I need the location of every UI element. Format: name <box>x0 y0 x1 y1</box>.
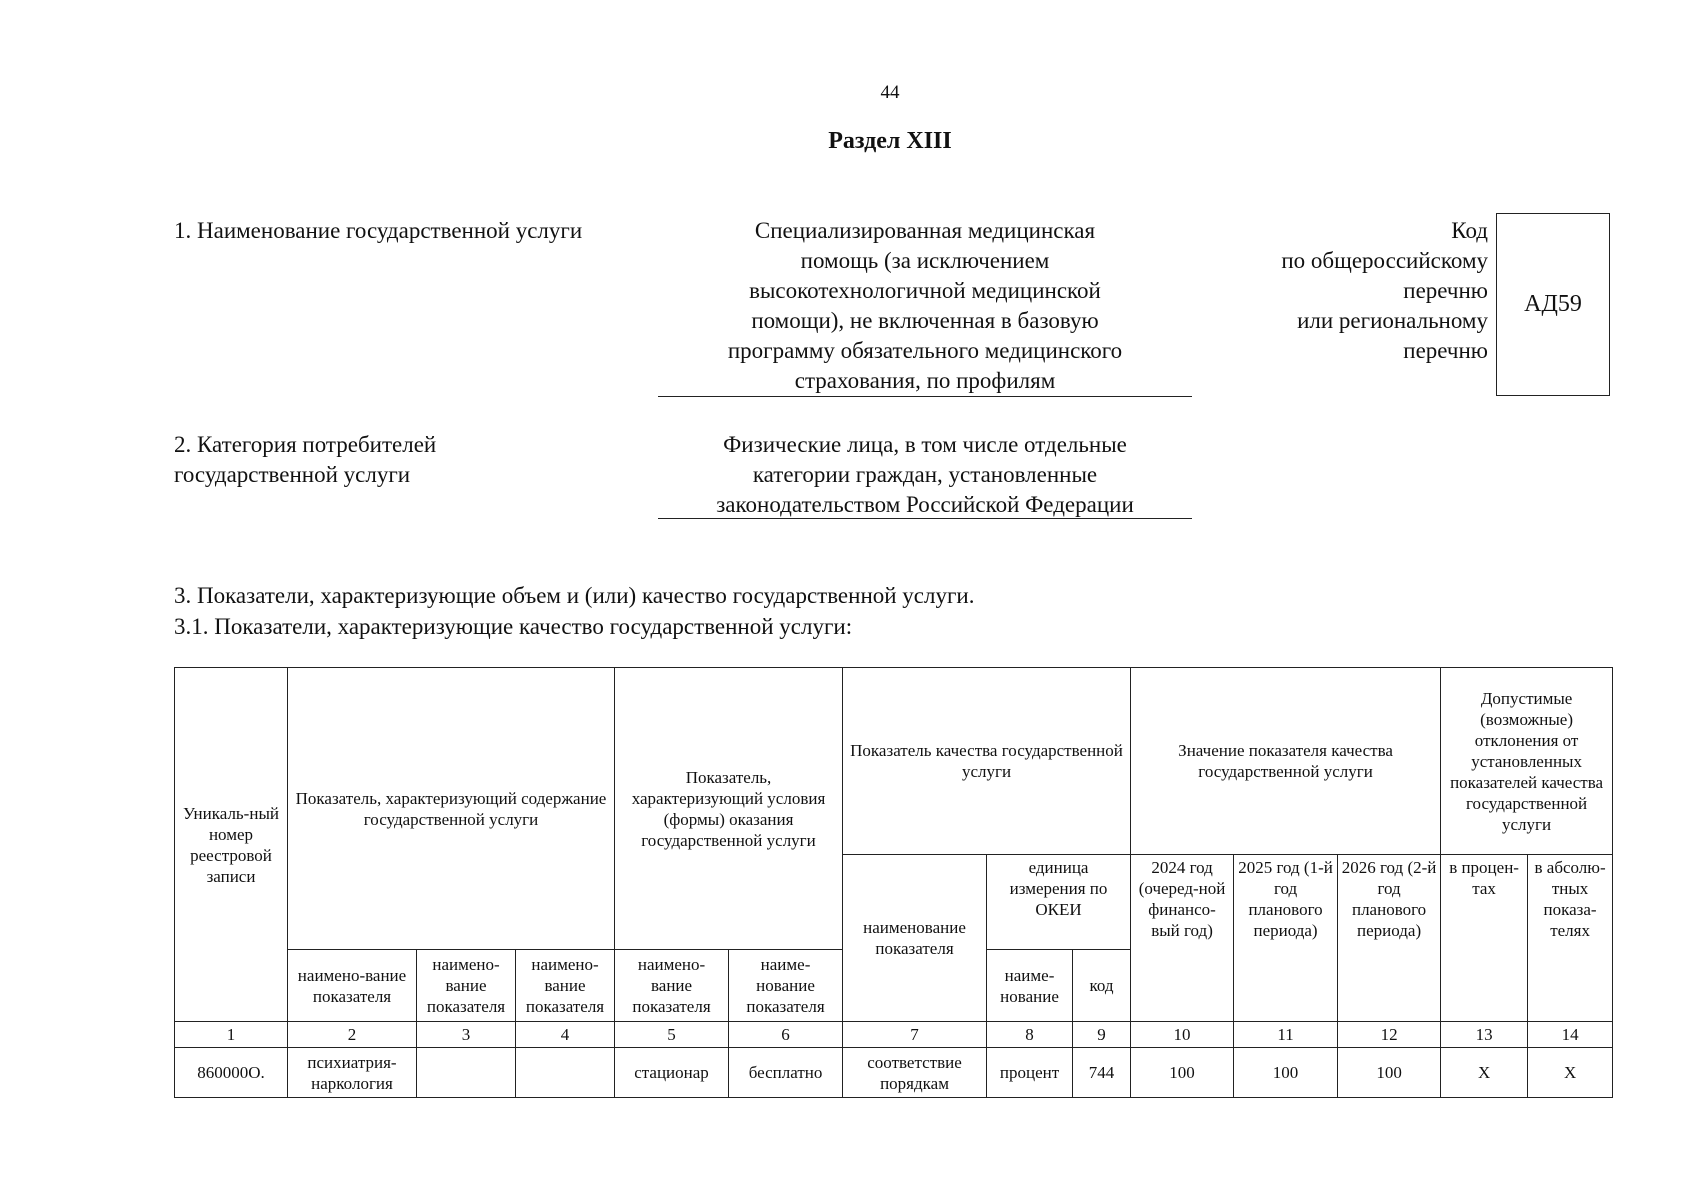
header-unit-okei: единица измерения по ОКЕИ <box>987 855 1131 950</box>
column-number: 6 <box>729 1022 843 1048</box>
header-conditions-name-2: наиме-нование показателя <box>729 950 843 1022</box>
cell-content-name-3 <box>516 1048 615 1098</box>
code-value: АД59 <box>1524 291 1582 317</box>
cell-content-name-1: психиатрия-наркология <box>288 1048 417 1098</box>
service-name-line: программу обязательного медицинского <box>727 338 1123 363</box>
cell-conditions-name-2: бесплатно <box>729 1048 843 1098</box>
quality-indicators-heading: 3.1. Показатели, характеризующие качество государственной услуги: <box>174 614 853 639</box>
column-number-row <box>175 1022 1613 1048</box>
column-number: 8 <box>987 1022 1073 1048</box>
header-content-indicator: Показатель, характеризующий содержание государственной услуги <box>288 668 615 950</box>
service-name-value <box>658 216 1192 396</box>
column-number: 1 <box>175 1022 288 1048</box>
consumer-category-value <box>658 430 1192 520</box>
column-number: 3 <box>417 1022 516 1048</box>
cell-value-2025: 100 <box>1234 1048 1338 1098</box>
column-number: 7 <box>843 1022 987 1048</box>
header-deviation-percent: в процен-тах <box>1441 855 1528 1022</box>
consumer-category-line: Физические лица, в том числе отдельные <box>723 432 1127 457</box>
header-content-name-1: наимено-вание показателя <box>288 950 417 1022</box>
column-number: 9 <box>1073 1022 1131 1048</box>
header-content-name-2: наимено-вание показателя <box>417 950 516 1022</box>
section-title: Раздел XIII <box>828 128 952 154</box>
cell-deviation-absolute: X <box>1528 1048 1613 1098</box>
code-label-line: Код <box>1451 218 1488 243</box>
consumer-category-label <box>174 430 436 490</box>
cell-value-2024: 100 <box>1131 1048 1234 1098</box>
column-number: 11 <box>1234 1022 1338 1048</box>
service-name-line: помощь (за исключением <box>800 248 1050 273</box>
header-year-2025: 2025 год (1-й год планового периода) <box>1234 855 1338 1022</box>
header-deviation-absolute: в абсолю-тных показа-телях <box>1528 855 1613 1022</box>
page-number: 44 <box>880 82 900 103</box>
cell-conditions-name-1: стационар <box>615 1048 729 1098</box>
column-number: 5 <box>615 1022 729 1048</box>
service-name-label: 1. Наименование государственной услуги <box>174 218 583 243</box>
cell-unit-name: процент <box>987 1048 1073 1098</box>
cell-value-2026: 100 <box>1338 1048 1441 1098</box>
header-quality-indicator: Показатель качества государственной услуги <box>843 668 1131 855</box>
consumer-category-label-line: государственной услуги <box>174 462 411 487</box>
cell-unit-code: 744 <box>1073 1048 1131 1098</box>
service-name-line: страхования, по профилям <box>794 368 1056 393</box>
header-indicator-name: наименование показателя <box>843 855 987 1022</box>
header-conditions-name-1: наимено-вание показателя <box>615 950 729 1022</box>
consumer-category-underline <box>658 518 1192 519</box>
service-name-line: помощи), не включенная в базовую <box>751 308 1099 333</box>
consumer-category-line: законодательством Российской Федерации <box>716 492 1134 517</box>
table-header-row <box>175 668 1613 855</box>
quality-indicators-table <box>174 667 1613 1098</box>
service-name-line: высокотехнологичной медицинской <box>749 278 1101 303</box>
cell-deviation-percent: X <box>1441 1048 1528 1098</box>
column-number: 14 <box>1528 1022 1613 1048</box>
code-label-line: перечню <box>1403 278 1488 303</box>
column-number: 10 <box>1131 1022 1234 1048</box>
column-number: 13 <box>1441 1022 1528 1048</box>
consumer-category-label-line: 2. Категория потребителей <box>174 432 437 457</box>
code-label-line: перечню <box>1403 338 1488 363</box>
column-number: 4 <box>516 1022 615 1048</box>
code-label-line: по общероссийскому <box>1281 248 1488 273</box>
column-number: 12 <box>1338 1022 1441 1048</box>
table-row <box>175 1048 1613 1098</box>
cell-content-name-2 <box>417 1048 516 1098</box>
cell-indicator-name: соответствие порядкам <box>843 1048 987 1098</box>
service-name-line: Специализированная медицинская <box>754 218 1096 243</box>
header-year-2026: 2026 год (2-й год планового периода) <box>1338 855 1441 1022</box>
service-name-underline <box>658 396 1192 397</box>
consumer-category-line: категории граждан, установленные <box>752 462 1098 487</box>
header-unique-number: Уникаль-ный номер реестровой записи <box>175 668 288 1022</box>
column-number: 2 <box>288 1022 417 1048</box>
code-label <box>1200 216 1488 366</box>
header-unit-name: наиме-нование <box>987 950 1073 1022</box>
header-unit-code: код <box>1073 950 1131 1022</box>
code-box <box>1496 213 1610 396</box>
header-quality-values: Значение показателя качества государственной услуги <box>1131 668 1441 855</box>
indicators-heading: 3. Показатели, характеризующие объем и (или) качество государственной услуги. <box>174 583 975 608</box>
header-conditions-indicator: Показатель, характеризующий условия (формы) оказания государственной услуги <box>615 668 843 950</box>
header-allowed-deviation: Допустимые (возможные) отклонения от установленных показателей качества государственной услуги <box>1441 668 1613 855</box>
header-year-2024: 2024 год (очеред-ной финансо-вый год) <box>1131 855 1234 1022</box>
cell-unique-number: 860000О. <box>175 1048 288 1098</box>
code-label-line: или региональному <box>1297 308 1488 333</box>
header-content-name-3: наимено-вание показателя <box>516 950 615 1022</box>
